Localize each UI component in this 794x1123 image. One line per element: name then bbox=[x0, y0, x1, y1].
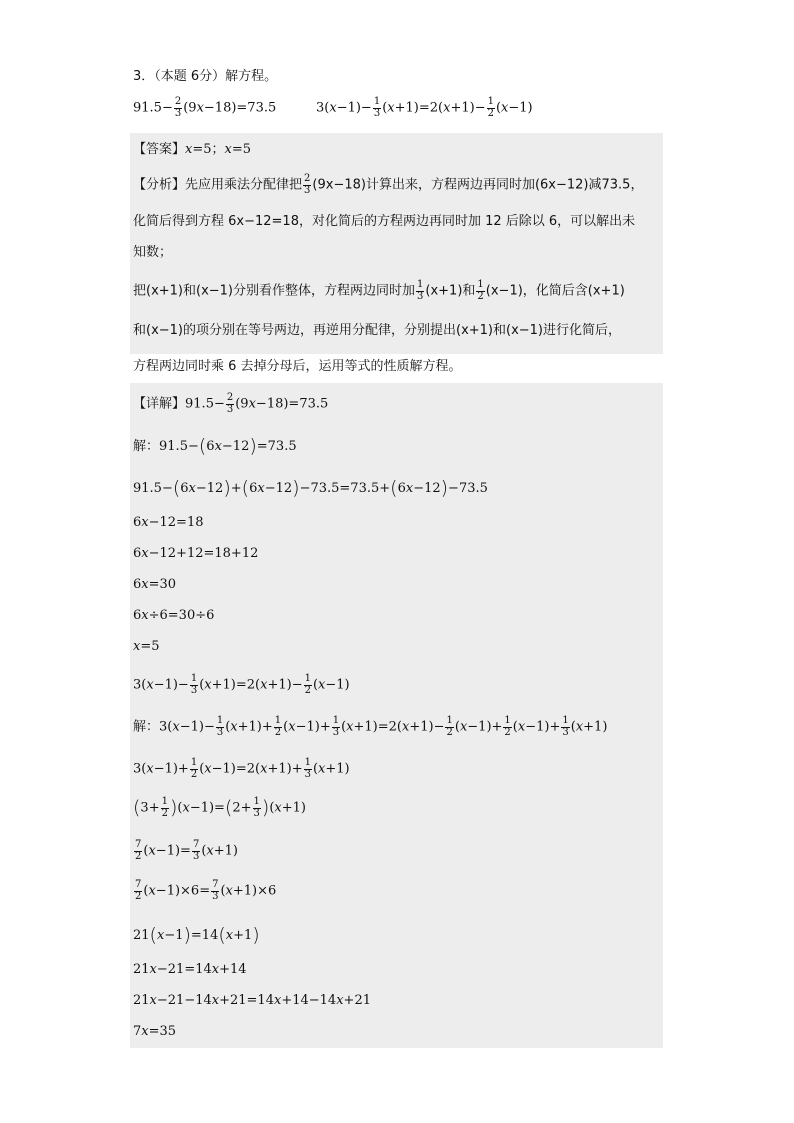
question-header: 3．（本题 6分）解方程。 bbox=[133, 69, 278, 84]
detail-step-17: 7x=35 bbox=[133, 1024, 177, 1039]
detail-step-7: x=5 bbox=[133, 639, 160, 654]
analysis-line-2: 化简后得到方程 6x−12=18，对化简后的方程两边再同时加 12 后除以 6，可以解出未 bbox=[133, 214, 636, 229]
detail-step-9: 解：3(x−1)− $\frac{1}{3}$ (x+1)+ $\frac{1}{2}$ (x−1)+ $\frac{1}{3}$ (x+1)=2(x+1)− $\frac{1}{2}$ (x−1)+ $\frac{1}{2}$ (x−1)+ $\frac{1}{3}$ (x+1) bbox=[133, 715, 608, 738]
question-equation-2: 3(x−1)− $\frac{1}{3}$ (x+1)=2(x+1)− $\frac{1}{2}$ (x−1) bbox=[316, 96, 533, 119]
detail-step-3: 6x−12=18 bbox=[133, 515, 204, 530]
detail-step-2: 91.5−(6x−12)+(6x−12)−73.5=73.5+(6x−12)−73.5 bbox=[133, 477, 488, 499]
answer-shade bbox=[130, 133, 663, 354]
analysis-line-5: 和(x−1)的项分别在等号两边，再逆用分配律，分别提出(x+1)和(x−1)进行化简后， bbox=[133, 323, 622, 338]
detail-step-12: $\frac{7}{2}$ (x−1)= $\frac{7}{3}$ (x+1) bbox=[135, 839, 238, 862]
detail-step-11: (3+ $\frac{1}{2}$ )(x−1)=(2+ $\frac{1}{3}$ )(x+1) bbox=[133, 796, 307, 819]
analysis-line-6: 方程两边同时乘 6 去掉分母后，运用等式的性质解方程。 bbox=[133, 359, 462, 374]
detail-step-13: $\frac{7}{2}$ (x−1)×6= $\frac{7}{3}$ (x+1)×6 bbox=[135, 879, 277, 902]
detail-step-4: 6x−12+12=18+12 bbox=[133, 546, 259, 561]
detail-step-10: 3(x−1)+ $\frac{1}{2}$ (x−1)=2(x+1)+ $\frac{1}{3}$ (x+1) bbox=[133, 757, 350, 780]
question-equation-1: 91.5− $\frac{2}{3}$ (9x−18)=73.5 bbox=[133, 96, 277, 119]
answer-line: 【答案】x=5；x=5 bbox=[133, 142, 252, 157]
analysis-line-4: 把(x+1)和(x−1)分别看作整体，方程两边同时加 $\frac{1}{3}$ (x+1)和 $\frac{1}{2}$ (x−1)，化简后含(x+1) bbox=[133, 279, 625, 302]
detail-step-8: 3(x−1)− $\frac{1}{3}$ (x+1)=2(x+1)− $\frac{1}{2}$ (x−1) bbox=[133, 673, 350, 696]
answer-label: 【答案】 bbox=[133, 142, 186, 157]
detail-step-15: 21x−21=14x+14 bbox=[133, 962, 247, 977]
detail-step-6: 6x÷6=30÷6 bbox=[133, 608, 215, 623]
detail-label: 【详解】 bbox=[133, 396, 186, 412]
detail-step-14: 21(x−1)=14(x+1) bbox=[133, 924, 260, 946]
detail-step-5: 6x=30 bbox=[133, 577, 177, 592]
detail-step-16: 21x−21−14x+21=14x+14−14x+21 bbox=[133, 993, 371, 1008]
detail-header: 【详解】91.5− $\frac{2}{3}$ (9x−18)=73.5 bbox=[133, 392, 329, 415]
detail-step-1: 解：91.5−(6x−12)=73.5 bbox=[133, 435, 297, 457]
analysis-line-3: 知数； bbox=[133, 245, 173, 260]
analysis-label: 【分析】 bbox=[133, 177, 186, 193]
analysis-line-1: 【分析】先应用乘法分配律把 $\frac{2}{3}$ (9x−18)计算出来，方程两边再同时加(6x−12)减73.5， bbox=[133, 173, 644, 196]
